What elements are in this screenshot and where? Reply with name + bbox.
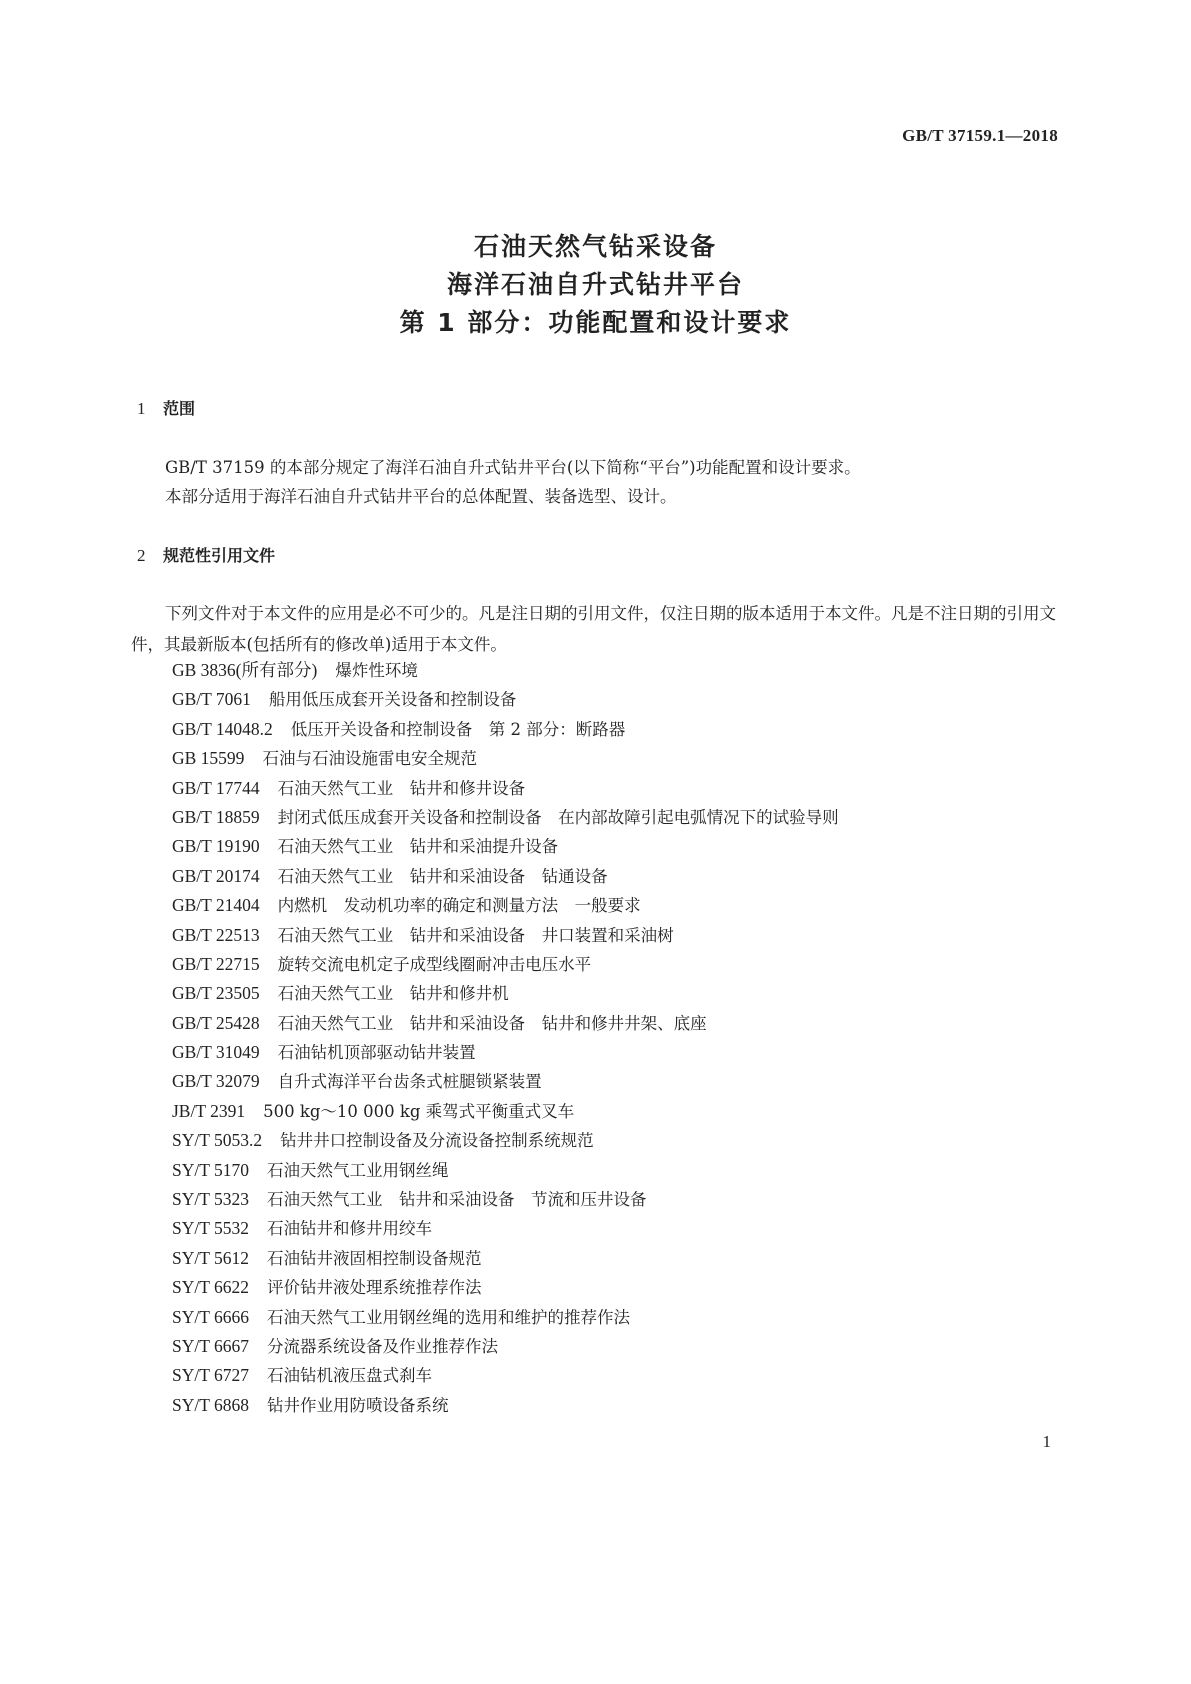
section-2-intro: 下列文件对于本文件的应用是必不可少的。凡是注日期的引用文件，仅注日期的版本适用于本文件。凡是不注日期的引用文件，其最新版本(包括所有的修改单)适用于本文件。: [131, 604, 1056, 654]
reference-code: GB/T 32079: [172, 1071, 260, 1092]
title-line-2: 海洋石油自升式钻井平台: [446, 270, 744, 299]
reference-title: 封闭式低压成套开关设备和控制设备 在内部故障引起电弧情况下的试验导则: [277, 807, 839, 827]
reference-item: [172, 1391, 839, 1420]
standard-number: GB/T 37159.1—2018: [902, 126, 1058, 145]
reference-item: [172, 685, 839, 714]
reference-item: [172, 1126, 839, 1155]
reference-item: [172, 803, 839, 832]
reference-item: [172, 921, 839, 950]
reference-code: GB/T 18859: [172, 806, 260, 827]
reference-title: 石油与石油设施雷电安全规范: [262, 749, 477, 769]
reference-code: GB/T 20174: [172, 865, 260, 886]
reference-item: [172, 1038, 839, 1067]
reference-title: 石油钻井液固相控制设备规范: [266, 1248, 482, 1268]
reference-title: 500 kg～10 000 kg 乘驾式平衡重式叉车: [263, 1101, 575, 1121]
reference-item: [172, 1273, 839, 1302]
reference-item: [172, 950, 839, 979]
reference-item: [172, 1009, 839, 1038]
reference-code: SY/T 6727: [172, 1365, 249, 1386]
reference-code: SY/T 5053.2: [172, 1130, 263, 1151]
reference-item: [172, 715, 839, 744]
reference-title: 钻井作业用防喷设备系统: [266, 1395, 449, 1415]
reference-item: [172, 1303, 839, 1332]
reference-title: 内燃机 发动机功率的确定和测量方法 一般要求: [277, 896, 641, 916]
reference-code: GB/T 22715: [172, 953, 260, 974]
reference-title: 石油钻机顶部驱动钻井装置: [277, 1043, 476, 1063]
reference-title: 船用低压成套开关设备和控制设备: [268, 690, 517, 710]
section-1-para-1: GB/T 37159 的本部分规定了海洋石油自升式钻井平台(以下简称“平台”)功能配置和设计要求。: [165, 458, 861, 477]
reference-title: 石油天然气工业用钢丝绳的选用和维护的推荐作法: [266, 1307, 630, 1327]
reference-item: [172, 656, 839, 685]
section-1-title: 范围: [163, 399, 196, 418]
reference-title: 石油天然气工业 钻井和采油设备 钻通设备: [277, 866, 608, 886]
section-1-heading: [137, 396, 195, 419]
reference-code: GB/T 31049: [172, 1042, 260, 1063]
reference-title: 爆炸性环境: [335, 661, 418, 680]
reference-item: [172, 1067, 839, 1096]
document-title: [0, 228, 1191, 342]
reference-item: [172, 1156, 839, 1185]
reference-item: [172, 1185, 839, 1214]
reference-item: [172, 1244, 839, 1273]
reference-code: GB/T 14048.2: [172, 718, 273, 739]
reference-title: 石油天然气工业 钻井和采油设备 井口装置和采油树: [277, 925, 674, 945]
title-line-3: 第 1 部分：功能配置和设计要求: [399, 308, 792, 337]
reference-title: 低压开关设备和控制设备 第 2 部分：断路器: [290, 719, 626, 739]
reference-title: 石油天然气工业 钻井和采油提升设备: [277, 837, 559, 857]
reference-code: SY/T 5532: [172, 1218, 249, 1239]
reference-item: [172, 1214, 839, 1243]
reference-list: [172, 656, 839, 1420]
reference-title: 分流器系统设备及作业推荐作法: [266, 1336, 498, 1356]
section-1-para-2: 本部分适用于海洋石油自升式钻井平台的总体配置、装备选型、设计。: [165, 487, 677, 506]
reference-item: [172, 862, 839, 891]
reference-code: SY/T 6666: [172, 1306, 249, 1327]
section-2-heading: [137, 543, 275, 566]
reference-item: [172, 891, 839, 920]
reference-code: JB/T 2391: [172, 1100, 246, 1121]
reference-item: [172, 744, 839, 773]
reference-code: GB/T 7061: [172, 689, 251, 710]
reference-item: [172, 832, 839, 861]
reference-code: SY/T 6868: [172, 1394, 249, 1415]
reference-code: GB/T 23505: [172, 983, 260, 1004]
reference-code: SY/T 6667: [172, 1335, 249, 1356]
section-1-number: 1: [137, 399, 146, 418]
reference-code: GB/T 22513: [172, 924, 260, 945]
reference-code: GB/T 21404: [172, 895, 260, 916]
reference-code: SY/T 5323: [172, 1189, 249, 1210]
reference-title: 评价钻井液处理系统推荐作法: [266, 1278, 482, 1298]
reference-code: GB 3836(所有部分): [172, 660, 318, 680]
reference-code: GB/T 17744: [172, 777, 260, 798]
section-2-number: 2: [137, 546, 146, 565]
section-2-title: 规范性引用文件: [163, 546, 276, 565]
reference-title: 石油钻机液压盘式刹车: [266, 1366, 432, 1386]
reference-title: 石油天然气工业 钻井和采油设备 节流和压井设备: [266, 1190, 647, 1210]
reference-code: SY/T 5612: [172, 1247, 249, 1268]
reference-title: 石油天然气工业 钻井和修井机: [277, 984, 509, 1004]
reference-item: [172, 979, 839, 1008]
page-number: 1: [1042, 1432, 1051, 1451]
reference-item: [172, 774, 839, 803]
reference-title: 旋转交流电机定子成型线圈耐冲击电压水平: [277, 954, 592, 974]
reference-title: 石油钻井和修井用绞车: [266, 1219, 432, 1239]
reference-code: GB/T 25428: [172, 1012, 260, 1033]
reference-title: 自升式海洋平台齿条式桩腿锁紧装置: [277, 1072, 542, 1092]
reference-code: GB 15599: [172, 748, 245, 769]
reference-item: [172, 1332, 839, 1361]
title-line-1: 石油天然气钻采设备: [473, 232, 717, 261]
reference-code: GB/T 19190: [172, 836, 260, 857]
reference-title: 石油天然气工业 钻井和修井设备: [277, 778, 526, 798]
reference-code: SY/T 5170: [172, 1159, 249, 1180]
reference-item: [172, 1361, 839, 1390]
reference-title: 石油天然气工业用钢丝绳: [266, 1160, 449, 1180]
reference-item: [172, 1097, 839, 1126]
reference-title: 石油天然气工业 钻井和采油设备 钻井和修井井架、底座: [277, 1013, 707, 1033]
reference-code: SY/T 6622: [172, 1277, 249, 1298]
reference-title: 钻井井口控制设备及分流设备控制系统规范: [280, 1131, 594, 1151]
